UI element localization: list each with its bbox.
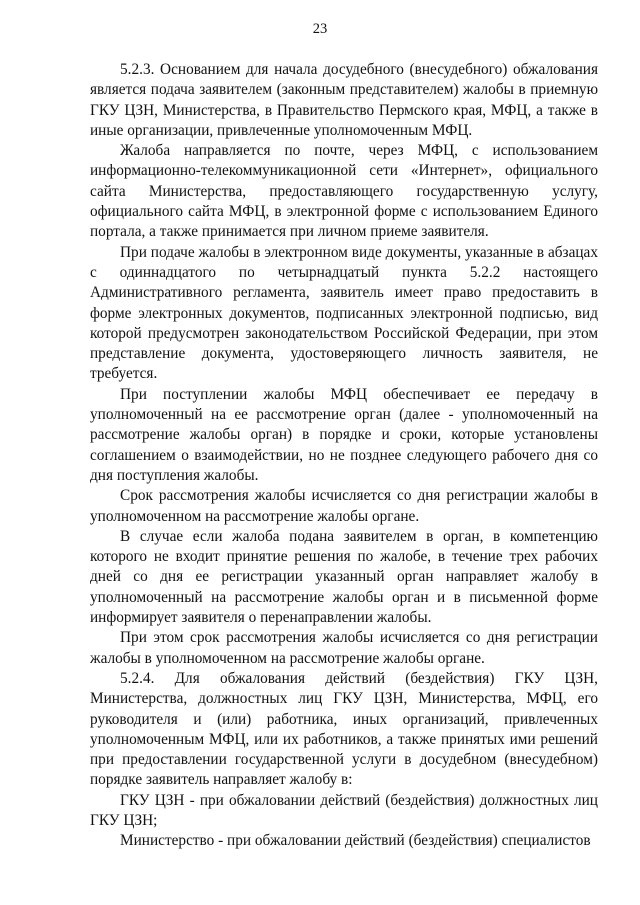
page-number: 23 (312, 21, 328, 37)
paragraph-wrong-authority: В случае если жалоба подана заявителем в орган, в компетенцию которого не входит принятие решения по жалобе, в течение трех рабочих дней со дня ее регистрации указанный орган направляет жалобу в уполномоченный на рассмотрение жалобы орган и в письменной форме информирует заявителя о перенаправлении жалобы. (90, 527, 598, 627)
paragraph-mfc-forwarding: При поступлении жалобы МФЦ обеспечивает ее передачу в уполномоченный на ее рассмотрение орган (далее - уполномоченный на рассмотрение жалобы орган) в порядке и сроки, которые установлены соглашением о взаимодействии, но не позднее следующего рабочего дня со дня поступления жалобы. (90, 385, 598, 484)
paragraph-review-term-redirected: При этом срок рассмотрения жалобы исчисляется со дня регистрации жалобы в уполномоченном на рассмотрение жалобы органе. (90, 629, 598, 667)
paragraph-ministry: Министерство - при обжаловании действий (бездействия) специалистов (120, 832, 591, 850)
paragraph-gku-czn: ГКУ ЦЗН - при обжаловании действий (бездействия) должностных лиц ГКУ ЦЗН; (90, 791, 598, 829)
paragraph-submission-channels: Жалоба направляется по почте, через МФЦ, с использованием информационно-телекоммуникационной сети «Интернет», официального сайта Министерства, предоставляющего государственную услугу, официального сайта МФЦ, в электронной форме с использованием Единого портала, а также принимается при личном приеме заявителя. (90, 142, 598, 241)
paragraph-5-2-3: 5.2.3. Основанием для начала досудебного (внесудебного) обжалования является подача заявителем (законным представителем) жалобы в приемную ГКУ ЦЗН, Министерства, в Правительство Пермского края, МФЦ, а также в иные организации, привлеченные уполномоченным МФЦ. (90, 61, 598, 139)
paragraph-review-term: Срок рассмотрения жалобы исчисляется со дня регистрации жалобы в уполномоченном на рассмотрение жалобы органе. (90, 487, 598, 525)
paragraph-electronic-submission: При подаче жалобы в электронном виде документы, указанные в абзацах с одиннадцатого по четырнадцатый пункта 5.2.2 настоящего Административного регламента, заявитель имеет право предоставить в форме электронных документов, подписанных электронной подписью, вид которой предусмотрен законодательством Российской Федерации, при этом представление документа, удостоверяющего личность заявителя, не требуется. (90, 243, 598, 383)
document-body (90, 60, 598, 852)
paragraph-5-2-4: 5.2.4. Для обжалования действий (бездействия) ГКУ ЦЗН, Министерства, должностных лиц ГКУ ЦЗН, Министерства, МФЦ, его руководителя и (или) работника, иных организаций, привлеченных уполномоченным МФЦ, или их работников, а также принятых ими решений при предоставлении государственной услуги в досудебном (внесудебном) порядке заявитель направляет жалобу в: (90, 669, 598, 789)
